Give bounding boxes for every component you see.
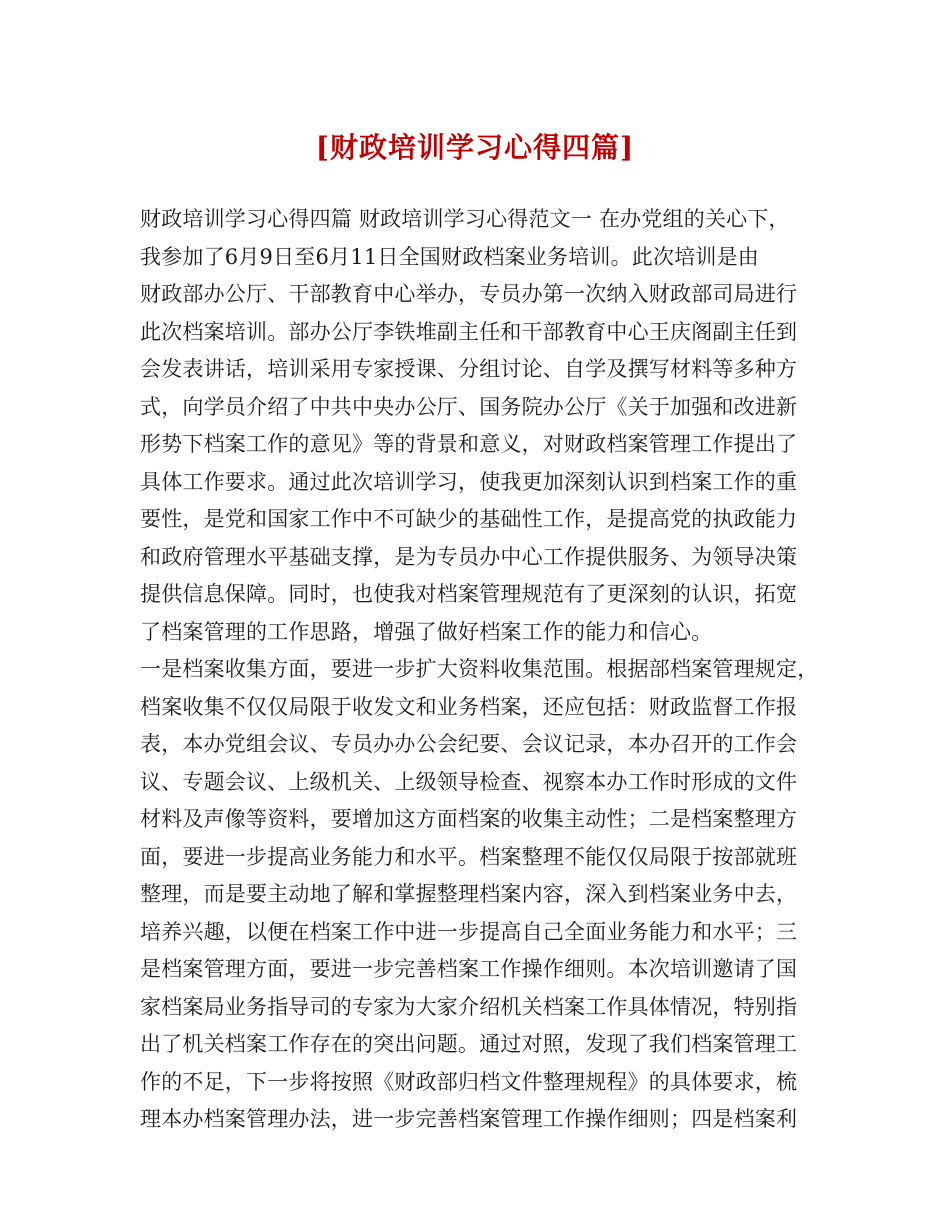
body-line: 形势下档案工作的意见》等的背景和意义，对财政档案管理工作提出了 [140, 432, 798, 456]
body-line: 出了机关档案工作存在的突出问题。通过对照，发现了我们档案管理工 [140, 1032, 798, 1056]
body-line: 一是档案收集方面，要进一步扩大资料收集范围。根据部档案管理规定， [140, 657, 819, 681]
body-line: 式，向学员介绍了中共中央办公厅、国务院办公厅《关于加强和改进新 [140, 394, 798, 419]
body-line: 和政府管理水平基础支撑，是为专员办中心工作提供服务、为领导决策 [140, 544, 798, 569]
body-line: 表，本办党组会议、专员办办公会纪要、会议记录，本办召开的工作会 [140, 732, 798, 756]
body-line: 要性，是党和国家工作中不可缺少的基础性工作，是提高党的执政能力 [140, 507, 798, 531]
body-line: 提供信息保障。同时，也使我对档案管理规范有了更深刻的认识，拓宽 [140, 582, 798, 606]
body-line: 面，要进一步提高业务能力和水平。档案整理不能仅仅局限于按部就班 [140, 844, 798, 869]
document-title: [财政培训学习心得四篇] [315, 131, 635, 164]
document-body [140, 201, 820, 1139]
body-line: 材料及声像等资料，要增加这方面档案的收集主动性；二是档案整理方 [140, 807, 798, 831]
body-line: 具体工作要求。通过此次培训学习，使我更加深刻认识到档案工作的重 [140, 469, 798, 494]
body-line: 整理，而是要主动地了解和掌握整理档案内容，深入到档案业务中去， [140, 882, 798, 906]
body-line: 会发表讲话，培训采用专家授课、分组讨论、自学及撰写材料等多种方 [140, 357, 798, 381]
body-line: 我参加了6月9日至6月11日全国财政档案业务培训。此次培训是由 [140, 244, 760, 269]
body-line: 议、专题会议、上级机关、上级领导检查、视察本办工作时形成的文件 [140, 769, 798, 794]
body-line: 财政培训学习心得四篇 财政培训学习心得范文一 在办党组的关心下， [140, 207, 790, 231]
body-line: 此次档案培训。部办公厅李铁堆副主任和干部教育中心王庆阁副主任到 [140, 319, 798, 344]
body-line: 是档案管理方面，要进一步完善档案工作操作细则。本次培训邀请了国 [140, 957, 798, 981]
body-line: 财政部办公厅、干部教育中心举办，专员办第一次纳入财政部司局进行 [140, 282, 798, 306]
body-line: 培养兴趣，以便在档案工作中进一步提高自己全面业务能力和水平；三 [140, 919, 798, 944]
body-line: 了档案管理的工作思路，增强了做好档案工作的能力和信心。 [140, 619, 713, 644]
body-line: 作的不足，下一步将按照《财政部归档文件整理规程》的具体要求，梳 [140, 1069, 798, 1094]
body-line: 档案收集不仅仅局限于收发文和业务档案，还应包括：财政监督工作报 [140, 694, 798, 719]
body-line: 家档案局业务指导司的专家为大家介绍机关档案工作具体情况，特别指 [140, 994, 798, 1019]
body-line: 理本办档案管理办法，进一步完善档案管理工作操作细则；四是档案利 [140, 1107, 798, 1131]
